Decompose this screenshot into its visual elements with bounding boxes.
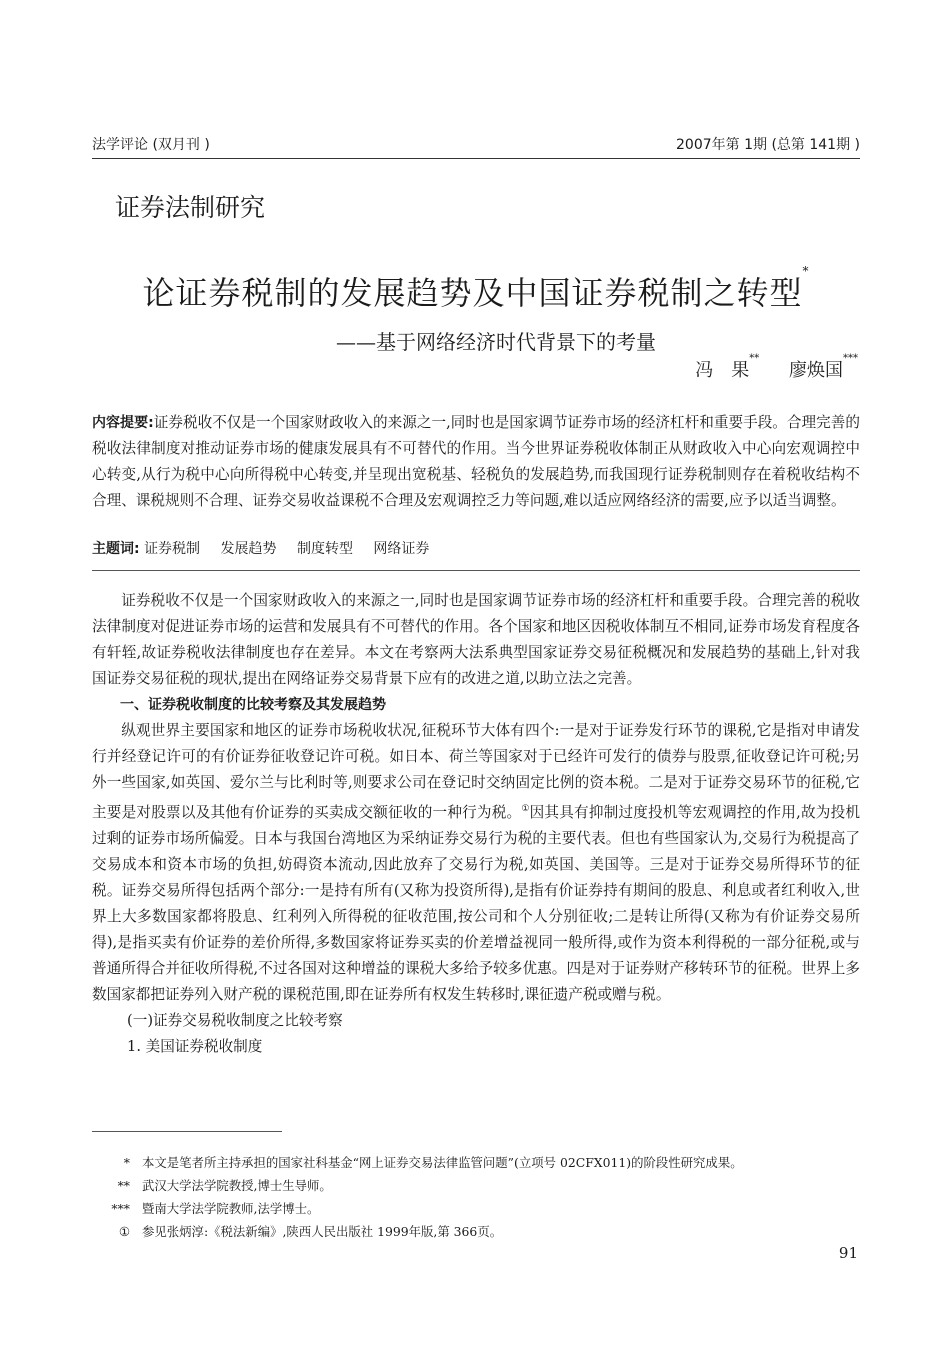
footnote-mark: ** bbox=[117, 1178, 130, 1193]
author-name: 冯 果 bbox=[695, 360, 750, 381]
footnote bbox=[92, 1220, 860, 1243]
author-mark: ** bbox=[749, 353, 760, 364]
author-name: 廖焕国 bbox=[789, 360, 843, 381]
footnote-text: 武汉大学法学院教授,博士生导师。 bbox=[142, 1178, 332, 1193]
abstract-label: 内容提要: bbox=[92, 415, 154, 431]
keywords-label: 主题词: bbox=[92, 541, 140, 557]
keyword: 网络证券 bbox=[373, 541, 430, 557]
author-mark: *** bbox=[843, 353, 858, 364]
footnotes bbox=[92, 1151, 860, 1243]
footnote bbox=[92, 1197, 860, 1220]
section-heading: 一、证券税收制度的比较考察及其发展趋势 bbox=[120, 697, 386, 713]
keyword: 制度转型 bbox=[296, 541, 353, 557]
footnote-text: 暨南大学法学院教师,法学博士。 bbox=[142, 1201, 320, 1216]
subsection-heading: (一)证券交易税收制度之比较考察 bbox=[127, 1011, 343, 1029]
footnote bbox=[92, 1151, 860, 1174]
paragraph-text: 因其具有抑制过度投机等宏观调控的作用,故为投机过剩的证券市场所偏爱。日本与我国台湾地区为采纳证券交易行为税的主要代表。但也有些国家认为,交易行为税提高了交易成本和资本市场的负担,妨碍资本流动,因此放弃了交易行为税,如英国、美国等。三是对于证券交易所得环节的征税。证券交易所得包括两个部分:一是持有所有(又称为投资所得),是指有价证券持有期间的股息、利息或者红利收入,世界上大多数国家都将股息、红利列入所得税的征收范围,按公司和个人分别征收;二是转让所得(又称为有价证券交易所得),是指买卖有价证券的差价所得,多数国家将证券买卖的价差增益视同一般所得,或作为资本利得税的一部分征税,或与普通所得合并征收所得税,不过各国对这种增益的课税大多给予较多优惠。四是对于证券财产移转环节的征税。世界上多数国家都把证券列入财产税的课税范围,即在证券所有权发生转移时,课征遗产税或赠与税。 bbox=[92, 803, 860, 1003]
keyword: 发展趋势 bbox=[220, 541, 277, 557]
footnote bbox=[92, 1174, 860, 1197]
journal-name: 法学评论 (双月刊 ) bbox=[92, 137, 210, 153]
footnote-mark: ① bbox=[118, 1224, 130, 1239]
paragraph: 证券税收不仅是一个国家财政收入的来源之一,同时也是国家调节证券市场的经济杠杆和重要手段。合理完善的税收法律制度对促进证券市场的运营和发展具有不可替代的作用。各个国家和地区因税收体制互不相同,证券市场发育程度各有轩轾,故证券税收法律制度也存在差异。本文在考察两大法系典型国家证券交易征税概况和发展趋势的基础上,针对我国证券交易征税的现状,提出在网络证券交易背景下应有的改进之道,以助立法之完善。 bbox=[92, 592, 860, 687]
title-text: 论证券税制的发展趋势及中国证券税制之转型 bbox=[142, 274, 803, 312]
footnote-rule bbox=[92, 1131, 282, 1132]
header-rule bbox=[92, 158, 860, 159]
page-number: 91 bbox=[838, 1244, 858, 1262]
abstract-text: 证券税收不仅是一个国家财政收入的来源之一,同时也是国家调节证券市场的经济杠杆和重要手段。合理完善的税收法律制度对推动证券市场的健康发展具有不可替代的作用。当今世界证券税收体制正从财政收入中心向宏观调控中心转变,从行为税中心向所得税中心转变,并呈现出宽税基、轻税负的发展趋势,而我国现行证券税制则存在着税收结构不合理、课税规则不合理、证券交易收益课税不合理及宏观调控乏力等问题,难以适应网络经济的需要,应予以适当调整。 bbox=[92, 414, 860, 509]
footnote-text: 本文是笔者所主持承担的国家社科基金“网上证券交易法律监管问题”(立项号 02CFX011)的阶段性研究成果。 bbox=[142, 1155, 743, 1170]
article-subtitle: ——基于网络经济时代背景下的考量 bbox=[336, 330, 656, 354]
author-2 bbox=[789, 353, 858, 381]
title-footnote-mark: * bbox=[802, 264, 810, 278]
footnote-text: 参见张炳淳:《税法新编》,陕西人民出版社 1999年版,第 366页。 bbox=[142, 1224, 503, 1239]
paragraph-text: 纵观世界主要国家和地区的证券市场税收状况,征税环节大体有四个:一是对于证券发行环节的课税,它是指对申请发行并经登记许可的有价证券征收登记许可税。如日本、荷兰等国家对于已经许可发行的债券与股票,征收登记许可税;另外一些国家,如英国、爱尔兰与比利时等,则要求公司在登记时交纳固定比例的资本税。二是对于证券交易环节的征税,它主要是对股票以及其他有价证券的买卖成交额征收的一种行为税。 bbox=[92, 722, 860, 821]
keywords bbox=[92, 537, 445, 561]
abstract bbox=[92, 410, 860, 514]
abstract-rule bbox=[92, 570, 860, 571]
keyword: 证券税制 bbox=[144, 541, 201, 557]
article-title bbox=[0, 264, 952, 314]
section-label: 证券法制研究 bbox=[115, 193, 266, 222]
subsection-heading: 1. 美国证券税收制度 bbox=[127, 1037, 263, 1055]
issue-info: 2007年第 1期 (总第 141期 ) bbox=[676, 137, 860, 153]
footnote-ref: ① bbox=[521, 804, 530, 814]
footnote-mark: *** bbox=[111, 1201, 130, 1216]
paragraph bbox=[92, 718, 860, 1008]
author-1 bbox=[695, 353, 760, 381]
footnote-mark: * bbox=[123, 1155, 130, 1170]
body-text bbox=[92, 588, 860, 1060]
authors bbox=[695, 353, 858, 382]
